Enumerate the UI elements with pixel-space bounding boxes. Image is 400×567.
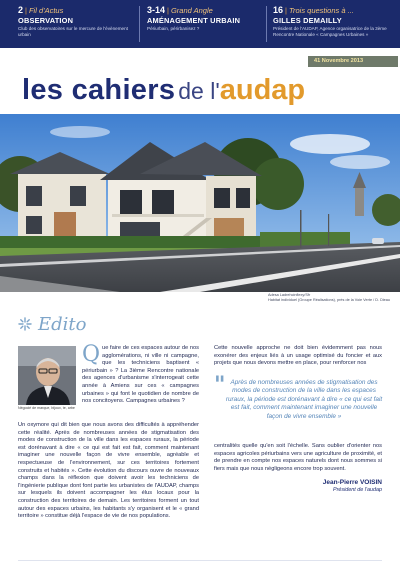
topbar-item-observation[interactable] — [18, 6, 136, 44]
signature-name: Jean-Pierre VOISIN — [322, 479, 382, 486]
masthead-part-audap: audap — [219, 74, 306, 106]
rubric-label: Trois questions à ... — [288, 6, 354, 15]
edito-right-paragraph-bottom: centralités quelle qu'en soit l'échelle. Sans oublier d'orienter nos espaces agricoles périurbains vers une agriculture de proximité, et de prendre en compte nos espaces naturels dont nous sommes si fiers mais que nous négligeons encore trop souvent. — [214, 443, 382, 472]
rubric-label: Grand Angle — [170, 6, 213, 15]
cover-photo — [0, 114, 400, 292]
signature — [323, 479, 382, 493]
section-title: GILLES DEMAILLY — [273, 16, 342, 25]
pull-quote-text: Après de nombreuses années de stigmatisation des modes de construction de la ville dans les espaces ruraux, la période est dorénavant à dire « ce qui est fait est fait, comment maintenant imaginer une nouvelle façon de vivre ensemble » — [225, 379, 383, 420]
topbar-contents — [0, 0, 400, 48]
sparkle-icon — [18, 317, 32, 331]
rubric-label: Fil d'Actus — [28, 6, 64, 15]
section-subtitle: Club des observatoires sur le mercure de l'évènement urbain — [18, 26, 128, 37]
masthead-part-cahiers: les cahiers — [22, 74, 176, 106]
page-number: 3-14 — [147, 5, 166, 15]
separator-bar: | — [25, 6, 27, 15]
page-number: 16 — [273, 5, 284, 15]
edito-intro-paragraph — [82, 342, 199, 406]
quote-mark-icon: " — [214, 372, 226, 398]
masthead-title — [22, 74, 305, 110]
pull-quote — [214, 374, 384, 440]
topbar-item-amenagement[interactable] — [147, 6, 263, 44]
edito-right-paragraph-top: Cette nouvelle approche ne doit bien évidemment pas nous exonérer des enjeux liés à un usage optimisé du foncier et aux projets que nous devons mettre en place, pour renforcer nos — [214, 345, 382, 367]
divider — [139, 6, 140, 42]
section-subtitle: Président de l'AUDAP, Agence organisatrice de la 3ème Rencontre Nationale « Campagnes Urbaines » — [273, 26, 387, 37]
divider — [266, 6, 267, 42]
portrait-photo — [18, 346, 76, 405]
masthead-part-de: de l' — [178, 78, 220, 104]
edito-body-paragraph: Un oxymore qui dit bien que nous avons des difficultés à appréhender cette réalité. Après de nombreuses années de stigmatisation des modes de construction de la ville dans les espaces ruraux, la période est dorénavant à dire « ce qui est fait est fait, comment maintenant imaginer une nouvelle façon de vivre ensemble, agréable et respectueuse de l'environnement, sur ces territoires fortement construits et habités ». Cette évolution du discours ouvre de nouveaux champs dans la réflexion que doivent avoir les techniciens de l'ingénierie publique dont font partie les urbanistes de l'AUDAP, champs sur lesquels ils doivent accompagner les élus locaux pour la construction des territoires de demain. Les territoires forment un tout autour des espaces urbains, les habitants s'y organisent et le « grand territoire » constitue déjà l'espace de vie de nos populations. — [18, 422, 199, 520]
separator-bar: | — [285, 6, 287, 15]
section-subtitle: Périurbain, périrbanisez ? — [147, 26, 200, 31]
section-title: OBSERVATION — [18, 16, 74, 25]
edito-heading — [18, 313, 87, 335]
signature-role: Président de l'audap — [333, 487, 382, 493]
intro-text: ue faire de ces espaces autour de nos agglomérations, ni ville ni campagne, que les techniciens baptisent « périurbain » ? La 3ième Rencontre nationale des agences d'urbanisme s'interrogeait cette année à Amiens sur ces « campagnes urbaines » qui font le quotidien de nombre de nos concitoyens. Campagnes urbaines ? — [82, 345, 199, 405]
page-number: 2 — [18, 5, 24, 15]
separator-bar: | — [167, 6, 169, 15]
house-street-illustration — [0, 114, 400, 292]
edito-title: Edito — [38, 313, 87, 335]
photo-credit: Adesa Ladrehcinflexy/Sfr Habitat individuel (Groupe Réalisations), près de la Voie Verte / D. Dieau — [268, 293, 390, 302]
portrait-caption: Négocié de marque, bijoux, te, arbe — [18, 406, 75, 410]
drop-cap: Q — [82, 342, 101, 367]
issue-number: 41 Novembre 2013 — [308, 56, 398, 67]
topbar-item-demailly[interactable] — [273, 6, 395, 44]
person-portrait — [18, 346, 76, 405]
footer-divider — [18, 560, 382, 561]
section-title: AMÉNAGEMENT URBAIN — [147, 16, 241, 25]
